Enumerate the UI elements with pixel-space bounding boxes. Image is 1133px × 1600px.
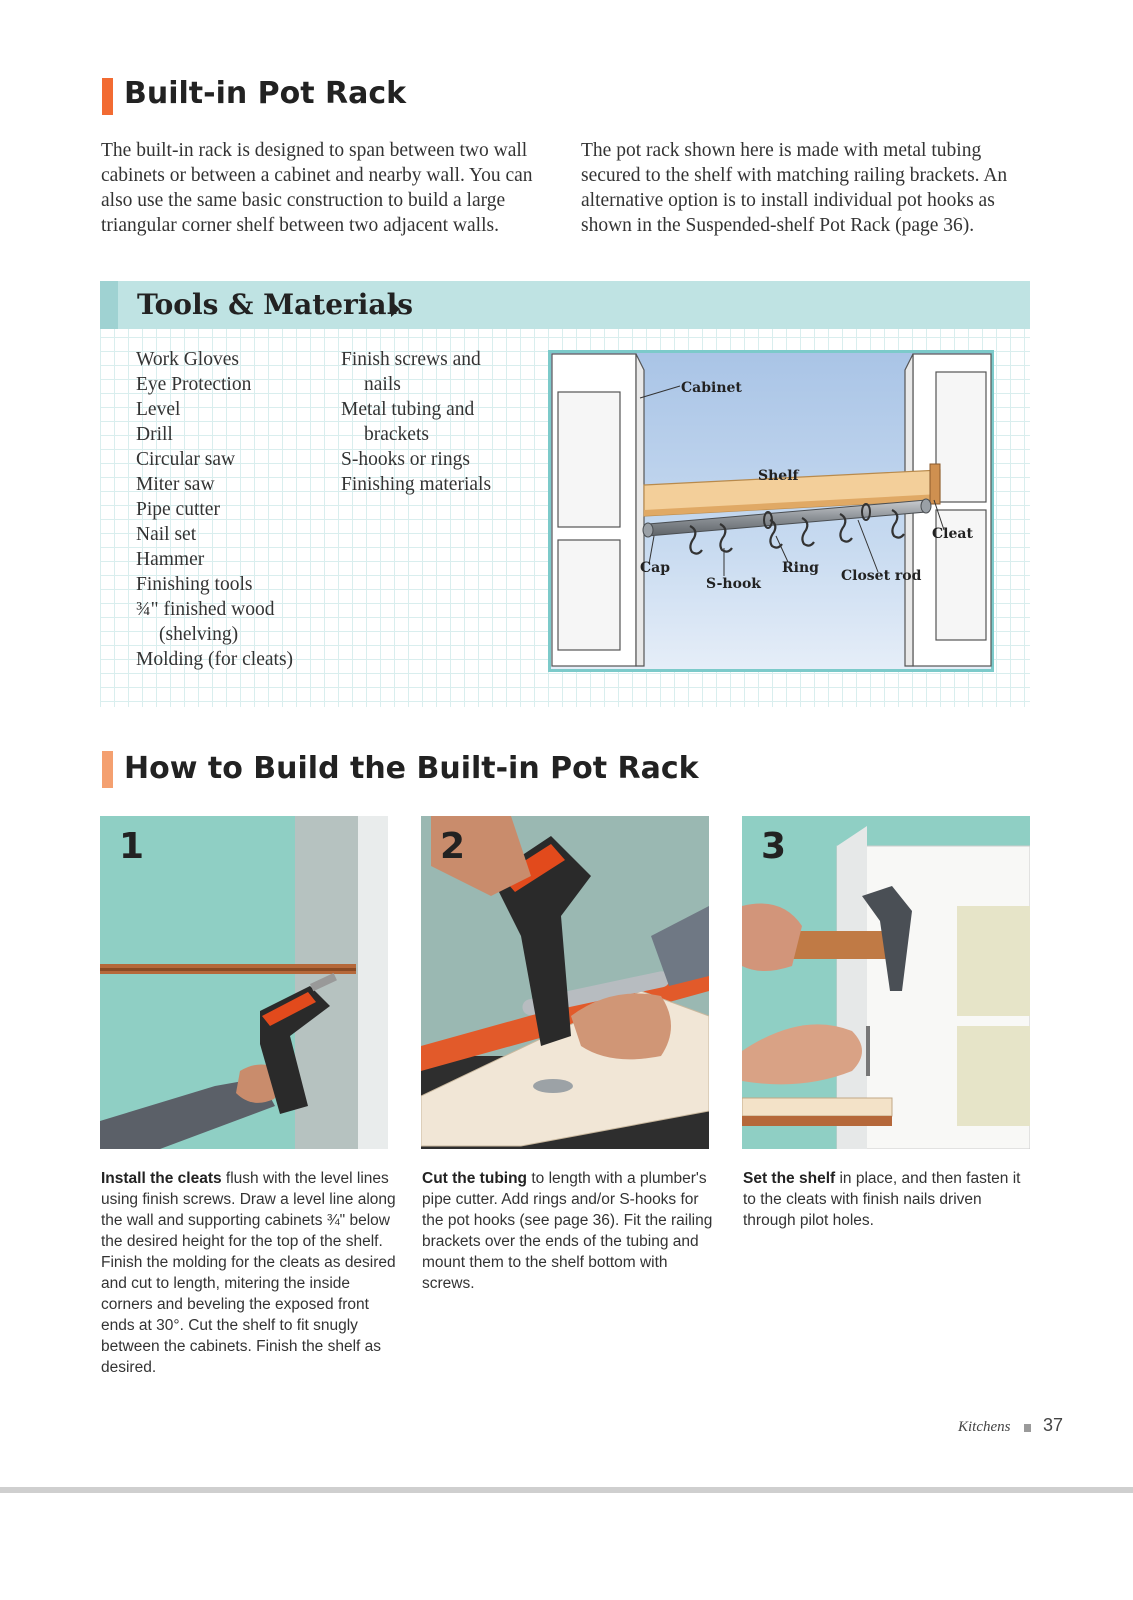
rod-cap-right [921, 499, 931, 513]
tools-list-item: ¾" finished wood [136, 599, 275, 620]
rod-cap-left [643, 523, 653, 537]
footer-section-name: Kitchens [958, 1419, 1011, 1435]
tools-list-item: Finishing tools [136, 574, 253, 595]
footer-separator-square [1024, 1424, 1031, 1432]
tools-list-item: Molding (for cleats) [136, 649, 294, 670]
tools-list-col1 [136, 347, 293, 672]
arrow-right-icon [391, 301, 400, 317]
tools-list-item: Finishing materials [341, 474, 492, 495]
section-accent-bar [102, 78, 113, 115]
step-1-caption [101, 1168, 397, 1378]
section2-accent-bar [102, 751, 113, 788]
tools-list-item: Level [136, 399, 181, 420]
tools-list-item: Work Gloves [136, 349, 239, 370]
step-2-number: 2 [440, 826, 466, 867]
diagram-label-cleat: Cleat [932, 526, 973, 542]
diagram-label-cabinet: Cabinet [681, 380, 742, 396]
diagram-label-shelf: Shelf [758, 468, 799, 484]
tools-list-col2 [341, 347, 491, 497]
pot-rack-diagram [548, 350, 994, 672]
step-1-caption-text: flush with the level lines using finish screws. Draw a level line along the wall and supporting cabinets ¾" below the desired height for the top of the shelf. Finish the molding for the cleats as desired and cut to length, mitering the inside corners and beveling the exposed front ends at 30°. Cut the shelf to fit snugly between the cabinets. Finish the shelf as desired. [101, 1170, 396, 1376]
left-cabinet [552, 354, 644, 666]
page-title: Built-in Pot Rack [124, 76, 407, 111]
diagram-label-closet-rod: Closet rod [841, 568, 922, 584]
tools-list-item: Hammer [136, 549, 205, 570]
tools-header-edge [100, 281, 118, 329]
tools-list-item: Drill [136, 424, 173, 445]
tools-list-item: Eye Protection [136, 374, 252, 395]
step-2-caption [422, 1168, 714, 1294]
intro-left-paragraph: The built-in rack is designed to span between two wall cabinets or between a cabinet and nearby wall. You can also use the same basic construction to build a large triangular corner shelf between two adjacent walls. [101, 140, 533, 236]
tools-list-item: Miter saw [136, 474, 215, 495]
step-3-caption-text: in place, and then fasten it to the cleats with finish nails driven through pilot holes. [743, 1170, 1021, 1229]
tools-list-item: Circular saw [136, 449, 236, 470]
step-1-number: 1 [119, 826, 145, 867]
step-3-number: 3 [761, 826, 787, 867]
tools-list-item: Pipe cutter [136, 499, 220, 520]
diagram-label-cap: Cap [640, 560, 671, 576]
tools-list-item: brackets [364, 424, 429, 445]
step-3-caption [743, 1168, 1035, 1231]
step-2-caption-lead: Cut the tubing [422, 1170, 528, 1187]
step-2-caption-text: to length with a plumber's pipe cutter. Add rings and/or S-hooks for the pot hooks (see page 36). Fit the railing brackets over the ends of the tubing and mount them to the shelf bottom with screws. [422, 1170, 713, 1292]
tools-list-item: Nail set [136, 524, 197, 545]
tools-list-item: (shelving) [159, 624, 239, 645]
diagram-label-ring: Ring [782, 560, 819, 576]
how-to-title: How to Build the Built-in Pot Rack [124, 751, 699, 786]
page-number: 37 [1043, 1415, 1064, 1435]
tools-materials-title: Tools & Materials [137, 288, 413, 321]
tools-list-item: Metal tubing and [341, 399, 475, 420]
intro-right-paragraph: The pot rack shown here is made with metal tubing secured to the shelf with matching railing brackets. An alternative option is to install individual pot hooks as shown in the Suspended-shelf Pot Rack (page 36). [581, 140, 1008, 236]
tools-list-item: nails [364, 374, 401, 395]
tools-list-item: S-hooks or rings [341, 449, 470, 470]
cleat [930, 464, 940, 504]
tools-list-item: Finish screws and [341, 349, 481, 370]
step-1-caption-lead: Install the cleats [101, 1170, 222, 1187]
diagram-label-s-hook: S-hook [706, 576, 761, 592]
step-3-caption-lead: Set the shelf [743, 1170, 836, 1187]
bottom-rule [0, 1487, 1133, 1493]
